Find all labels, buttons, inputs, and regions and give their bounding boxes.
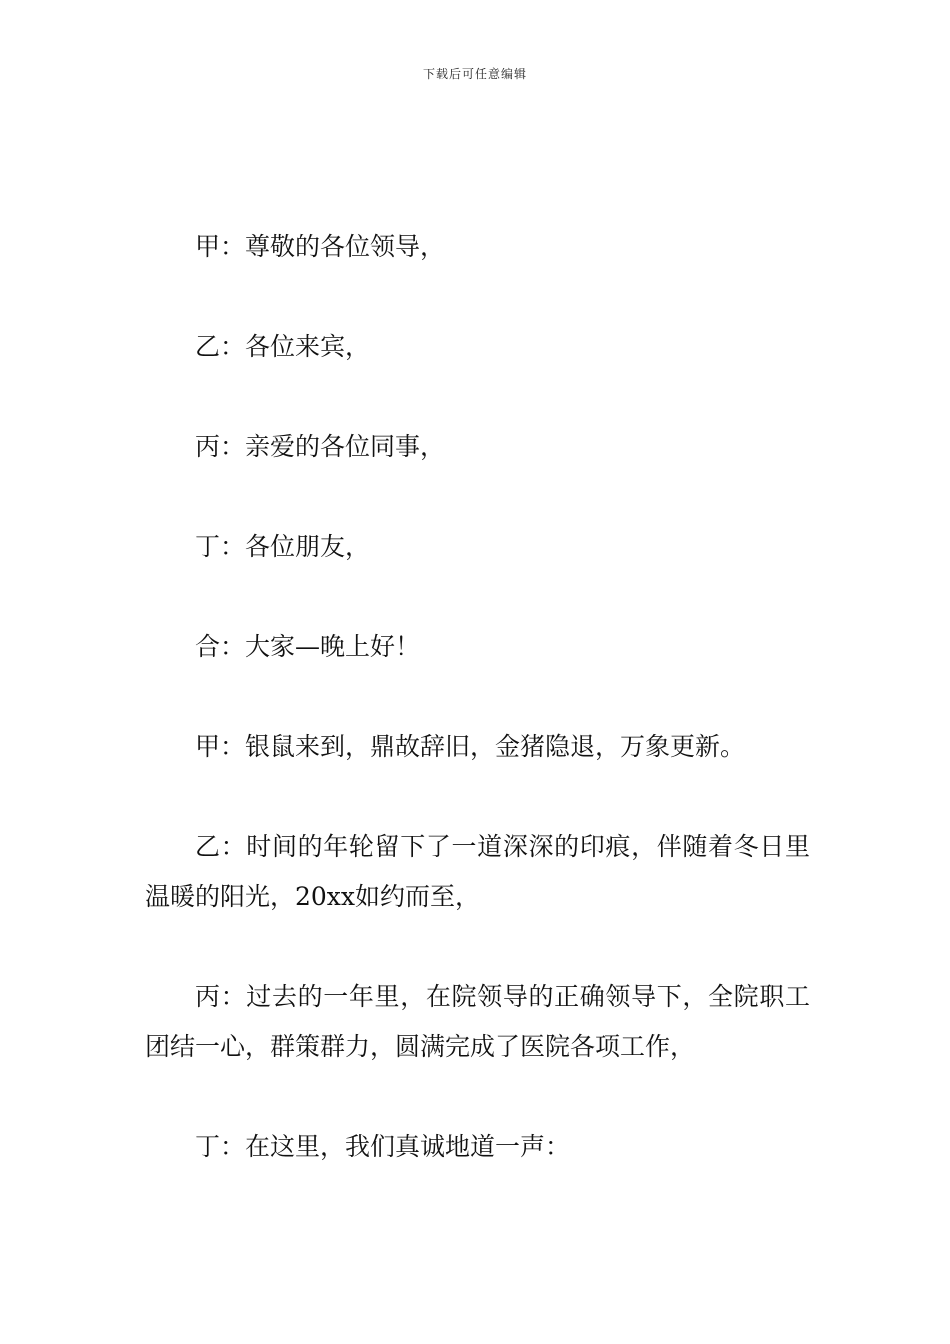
paragraph: 甲：银鼠来到，鼎故辞旧，金猪隐退，万象更新。 (195, 732, 746, 761)
paragraph: 乙：各位来宾， (195, 332, 371, 361)
paragraph: 丁：在这里，我们真诚地道一声： (195, 1132, 571, 1161)
paragraph: 丙：亲爱的各位同事， (195, 432, 446, 461)
paragraph: 丙：过去的一年里，在院领导的正确领导下，全院职工团结一心，群策群力，圆满完成了医院各项工作， (145, 982, 810, 1061)
paragraph: 丁：各位朋友， (195, 532, 371, 561)
document-body (145, 222, 810, 1222)
paragraph: 甲：尊敬的各位领导， (195, 232, 446, 261)
paragraph: 乙：时间的年轮留下了一道深深的印痕，伴随着冬日里温暖的阳光，20xx如约而至， (145, 832, 810, 911)
paragraph: 合：大家—晚上好！ (195, 632, 421, 661)
page-header: 下载后可任意编辑 (422, 67, 527, 81)
